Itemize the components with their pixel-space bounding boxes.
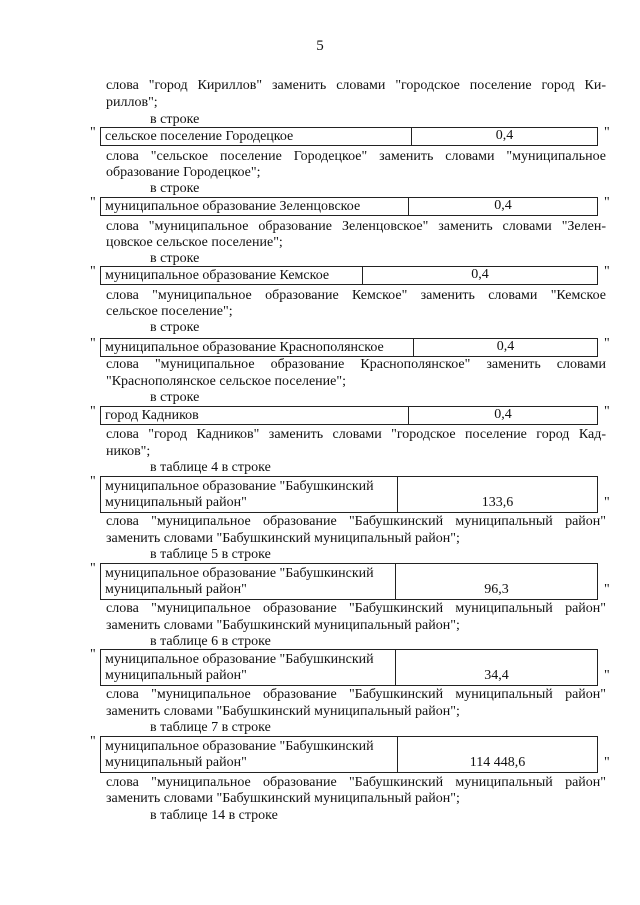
text-line: заменить словами "Бабушкинский муниципальный район"; [106,618,460,633]
text-line: сельское поселение"; [106,304,233,319]
row-value: 0,4 [494,198,512,213]
row-name: сельское поселение Городецкое [105,129,294,144]
open-quote: " [90,125,96,140]
text-line: заменить словами "Бабушкинский муниципальный район"; [106,791,460,806]
row-name-line: муниципальное образование "Бабушкинский [105,479,374,494]
text-line: в строке [150,320,200,335]
text-line: слова "город Кадников" заменить словами "городское поселение город Кад- [106,427,606,442]
table-row [100,127,598,146]
text-line: в таблице 5 в строке [150,547,271,562]
row-name: муниципальное образование Кемское [105,268,330,283]
open-quote: " [90,647,96,662]
text-line: заменить словами "Бабушкинский муниципальный район"; [106,704,460,719]
row-value: 96,3 [484,582,509,597]
table-row [100,197,598,216]
text-line: в строке [150,390,200,405]
close-quote: " [604,755,610,770]
page-number: 5 [316,38,324,54]
row-name-line: муниципальный район" [105,755,247,770]
row-name-line: муниципальное образование "Бабушкинский [105,739,374,754]
close-quote: " [604,582,610,597]
row-name: муниципальное образование Краснополянское [105,340,384,355]
table-row [100,266,598,285]
text-line: "Краснополянское сельское поселение"; [106,374,346,389]
close-quote: " [604,668,610,683]
table-row [100,406,598,425]
text-line: слова "муниципальное образование Краснополянское" заменить словами [106,357,606,372]
text-line: заменить словами "Бабушкинский муниципальный район"; [106,531,460,546]
text-line: в таблице 6 в строке [150,634,271,649]
row-name-line: муниципальное образование "Бабушкинский [105,566,374,581]
close-quote: " [604,336,610,351]
open-quote: " [90,195,96,210]
close-quote: " [604,125,610,140]
text-line: цовское сельское поселение"; [106,235,283,250]
close-quote: " [604,264,610,279]
text-line: слова "муниципальное образование "Бабушкинский муниципальный район" [106,514,606,529]
text-line: слова "город Кириллов" заменить словами "городское поселение город Ки- [106,78,606,93]
row-name-line: муниципальное образование "Бабушкинский [105,652,374,667]
row-value: 0,4 [496,339,515,354]
row-value: 0,4 [471,267,489,282]
text-line: в строке [150,181,200,196]
row-value: 0,4 [494,407,512,422]
text-line: слова "сельское поселение Городецкое" заменить словами "муниципальное [106,149,606,164]
text-line: образование Городецкое"; [106,165,261,180]
table-row [100,563,598,600]
text-line: в строке [150,112,200,127]
row-name [105,566,374,598]
text-line: в таблице 7 в строке [150,720,271,735]
row-name [105,652,374,684]
row-name-line: муниципальный район" [105,582,247,597]
text-line: слова "муниципальное образование "Бабушкинский муниципальный район" [106,601,606,616]
table-row [100,476,598,513]
text-line: слова "муниципальное образование Кемское" заменить словами "Кемское [106,288,606,303]
open-quote: " [90,474,96,489]
text-line: ников"; [106,444,151,459]
row-value: 34,4 [484,668,509,683]
open-quote: " [90,561,96,576]
text-line: слова "муниципальное образование Зеленцовское" заменить словами "Зелен- [106,219,606,234]
table-row [100,736,598,773]
close-quote: " [604,495,610,510]
row-name-line: муниципальный район" [105,668,247,683]
text-line: в таблице 14 в строке [150,808,278,823]
close-quote: " [604,195,610,210]
close-quote: " [604,404,610,419]
row-name [105,739,374,771]
row-value: 133,6 [481,495,514,510]
row-value: 0,4 [495,128,514,143]
table-row [100,649,598,686]
row-value: 114 448,6 [469,755,526,770]
text-line: слова "муниципальное образование "Бабушкинский муниципальный район" [106,775,606,790]
open-quote: " [90,734,96,749]
open-quote: " [90,404,96,419]
row-name-line: муниципальный район" [105,495,247,510]
open-quote: " [90,264,96,279]
text-line: слова "муниципальное образование "Бабушкинский муниципальный район" [106,687,606,702]
row-name [105,479,374,511]
row-name: город Кадников [105,408,199,423]
text-line: в таблице 4 в строке [150,460,271,475]
row-name: муниципальное образование Зеленцовское [105,199,361,214]
open-quote: " [90,336,96,351]
text-line: риллов"; [106,95,158,110]
text-line: в строке [150,251,200,266]
table-row [100,338,598,357]
